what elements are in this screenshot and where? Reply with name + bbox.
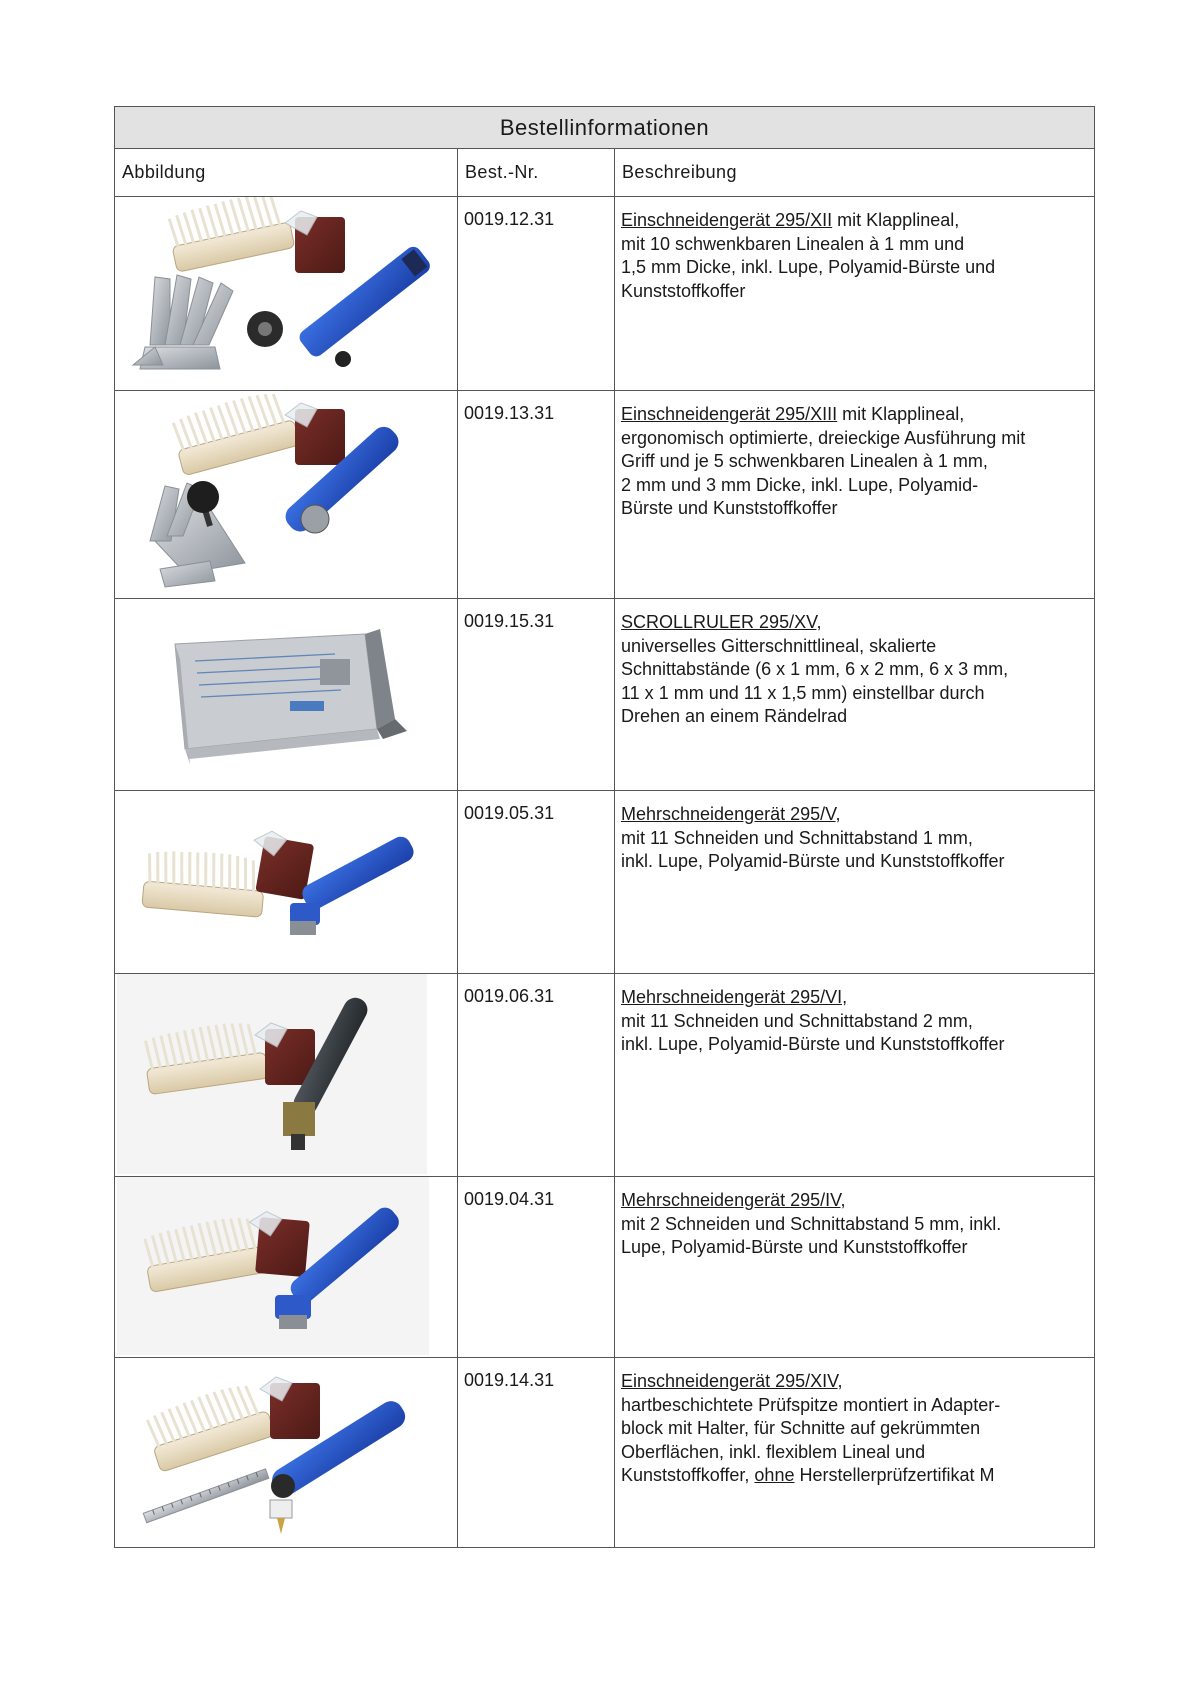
description-line: mit 11 Schneiden und Schnittabstand 1 mm, [621, 827, 973, 848]
description-text: , [837, 1371, 843, 1391]
product-image-multi-cutter-vi [115, 974, 458, 1177]
description-text: , [840, 1190, 846, 1210]
order-number: 0019.05.31 [458, 791, 615, 974]
product-image-multi-cutter-v [115, 791, 458, 974]
column-header-description: Beschreibung [615, 149, 1095, 197]
table-title: Bestellinformationen [115, 107, 1095, 149]
product-image-cutter-fan [115, 197, 458, 391]
description-line: 1,5 mm Dicke, inkl. Lupe, Polyamid-Bürste und [621, 257, 996, 277]
product-link[interactable]: SCROLLRULER 295/XV [621, 612, 817, 632]
order-info-table [114, 106, 1095, 1548]
order-number: 0019.13.31 [458, 391, 615, 599]
product-link[interactable]: Einschneidengerät 295/XIV [621, 1371, 838, 1391]
table-row [115, 391, 1095, 599]
column-header-number: Best.-Nr. [458, 149, 615, 197]
description-line: Bürste und Kunststoffkoffer [621, 498, 838, 518]
description-text: mit Klapplineal, [832, 210, 960, 230]
description-line: Lupe, Polyamid-Bürste und Kunststoffkoffer [621, 1237, 968, 1257]
product-link[interactable]: Mehrschneidengerät 295/IV [621, 1190, 841, 1210]
description-line: Kunststoffkoffer [621, 280, 746, 301]
product-link[interactable]: Mehrschneidengerät 295/VI, [621, 987, 848, 1007]
product-link[interactable]: Mehrschneidengerät 295/V, [621, 804, 841, 824]
description-line: Drehen an einem Rändelrad [621, 706, 848, 726]
description [615, 791, 1095, 974]
description-line: 2 mm und 3 mm Dicke, inkl. Lupe, Polyamid- [621, 474, 979, 495]
description-line: 11 x 1 mm und 11 x 1,5 mm) einstellbar durch [621, 682, 985, 703]
description-line: Kunststoffkoffer, [621, 1465, 755, 1485]
description-text: , [816, 612, 822, 632]
description-line: inkl. Lupe, Polyamid-Bürste und Kunststoffkoffer [621, 1034, 1005, 1054]
description-line: ergonomisch optimierte, dreieckige Ausführung mit [621, 427, 1026, 448]
ohne-emphasis: ohne [754, 1465, 795, 1485]
description [615, 391, 1095, 599]
product-image-multi-cutter-iv [115, 1177, 458, 1358]
table-row [115, 1358, 1095, 1548]
description [615, 599, 1095, 791]
description-line: block mit Halter, für Schnitte auf gekrümmten [621, 1418, 981, 1438]
table-row [115, 1177, 1095, 1358]
description-line: inkl. Lupe, Polyamid-Bürste und Kunststoffkoffer [621, 851, 1005, 871]
description [615, 197, 1095, 391]
order-number: 0019.06.31 [458, 974, 615, 1177]
description-line: mit 10 schwenkbaren Linealen à 1 mm und [621, 233, 965, 254]
description-text: mit Klapplineal, [837, 404, 965, 424]
table-row [115, 974, 1095, 1177]
description [615, 974, 1095, 1177]
order-number: 0019.12.31 [458, 197, 615, 391]
order-number: 0019.04.31 [458, 1177, 615, 1358]
description-line: mit 2 Schneiden und Schnittabstand 5 mm, inkl. [621, 1213, 1002, 1234]
table-row [115, 599, 1095, 791]
order-number: 0019.14.31 [458, 1358, 615, 1548]
product-link[interactable]: Einschneidengerät 295/XII [621, 210, 833, 230]
description-line: universelles Gitterschnittlineal, skalierte [621, 635, 937, 656]
order-number: 0019.15.31 [458, 599, 615, 791]
description-line: Herstellerprüfzertifikat M [794, 1465, 995, 1485]
product-image-cutter-xiv [115, 1358, 458, 1548]
product-link[interactable]: Einschneidengerät 295/XIII [621, 404, 838, 424]
column-header-image: Abbildung [115, 149, 458, 197]
product-image-triangular-cutter [115, 391, 458, 599]
description-line: Griff und je 5 schwenkbaren Linealen à 1 mm, [621, 451, 988, 471]
table-row [115, 197, 1095, 391]
description-line: mit 11 Schneiden und Schnittabstand 2 mm, [621, 1010, 973, 1031]
product-image-scrollruler [115, 599, 458, 791]
table-row [115, 791, 1095, 974]
description [615, 1177, 1095, 1358]
description-line: Oberflächen, inkl. flexiblem Lineal und [621, 1441, 926, 1462]
description-line: Schnittabstände (6 x 1 mm, 6 x 2 mm, 6 x 3 mm, [621, 659, 1009, 679]
description [615, 1358, 1095, 1548]
description-line: hartbeschichtete Prüfspitze montiert in Adapter- [621, 1394, 1001, 1415]
